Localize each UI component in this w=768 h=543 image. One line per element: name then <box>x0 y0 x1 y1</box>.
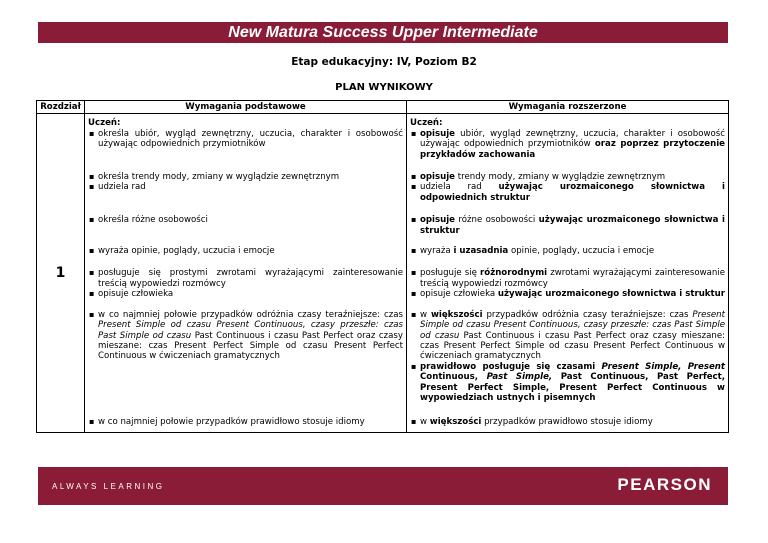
text-run: większości <box>429 417 482 428</box>
text-run: prawidłowo posługuje się czasami <box>420 361 602 372</box>
text-run: Present Simple od czasu Present Continuous, czasy przeszłe: czas Past Simple od czasu <box>420 309 725 341</box>
column-header-basic: Wymagania podstawowe <box>85 101 407 114</box>
text-run: opisuje <box>420 172 456 183</box>
table-row <box>37 164 729 207</box>
text-run: różne osobowości <box>455 215 539 226</box>
table-row <box>37 304 729 408</box>
text-run: posługuje się <box>420 268 481 279</box>
extended-requirements-cell <box>407 114 729 164</box>
requirement-item <box>420 182 725 203</box>
text-run: zwrotami wyrażającymi zainteresowanie treścią wypowiedzi rozmówcy <box>420 268 725 289</box>
requirement-item: ▪ wyraża opinie, poglądy, uczucia i emocje <box>98 246 403 256</box>
requirements-list <box>410 310 725 404</box>
requirement-item <box>420 310 725 362</box>
text-run: Continuous, <box>420 372 487 383</box>
text-run: w <box>420 309 431 320</box>
text-run: w co najmniej połowie przypadków odróżnia czasy teraźniejsze: czas <box>98 309 403 320</box>
text-run: używając urozmaiconego słownictwa i odpowiednich struktur <box>420 182 725 203</box>
table-row <box>37 407 729 432</box>
text-run: przypadków prawidłowo stosuje idiomy <box>481 417 653 428</box>
stage-heading: Etap edukacyjny: IV, Poziom B2 <box>291 56 477 68</box>
text-run: Past Continuous i czasu Past Perfect oraz czasy mieszane: czas Present Perfect Simple od czasu Present Perfect Continuous w ćwiczeniach gramatycznych <box>98 330 403 362</box>
requirement-item <box>420 417 725 427</box>
text-run: Past Continuous i czasu Past Perfect oraz czasy mieszane: czas Present Perfect Simple od czasu Present Perfect Continuous w ćwiczeniach gramatycznych <box>420 330 725 362</box>
text-run: udziela rad <box>420 182 499 193</box>
basic-requirements-cell <box>85 260 407 303</box>
text-run: używając urozmaiconego słownictwa i struktur <box>497 289 725 300</box>
requirement-item: ▪ udziela rad <box>98 182 403 192</box>
column-header-extended: Wymagania rozszerzone <box>407 101 729 114</box>
requirement-item: ▪ posługuje się prostymi zwrotami wyrażającymi zainteresowanie treścią wypowiedzi rozmówcy <box>98 268 403 289</box>
text-run: Past Simple, <box>486 372 553 383</box>
text-run: w <box>420 417 430 428</box>
requirement-item: ▪ określa ubiór, wygląd zewnętrzny, uczucia, charakter i osobowość używając odpowiednich przymiotników <box>98 129 403 150</box>
requirement-item <box>420 172 725 182</box>
requirement-item <box>420 129 725 160</box>
text-run: opisuje człowieka <box>420 289 498 300</box>
basic-requirements-cell <box>85 240 407 260</box>
text-run: różnorodnymi <box>480 268 548 279</box>
text-run: większości <box>430 309 483 320</box>
requirements-list <box>88 310 403 362</box>
text-run: opisuje <box>420 128 456 139</box>
extended-requirements-cell <box>407 207 729 240</box>
text-run: wyraża <box>420 246 454 257</box>
table-row <box>37 240 729 260</box>
footer-banner <box>38 467 728 505</box>
requirements-list <box>88 129 403 150</box>
text-run: opinie, poglądy, uczucia i emocje <box>508 246 655 257</box>
student-label: Uczeń: <box>88 118 121 129</box>
requirements-list <box>88 268 403 299</box>
requirement-item <box>420 268 725 289</box>
chapter-number: 1 <box>37 114 85 432</box>
requirements-list <box>88 246 403 256</box>
basic-requirements-cell <box>85 304 407 408</box>
requirements-list <box>88 172 403 193</box>
requirement-item <box>98 310 403 362</box>
requirement-item: ▪ określa trendy mody, zmiany w wyglądzie zewnętrznym <box>98 172 403 182</box>
extended-requirements-cell <box>407 304 729 408</box>
text-run: oraz poprzez przytoczenie przykładów zachowania <box>420 139 725 160</box>
requirements-list <box>88 215 403 225</box>
requirement-item <box>420 289 725 299</box>
requirement-item <box>420 362 725 404</box>
text-run: i uzasadnia <box>453 246 509 257</box>
document-title: New Matura Success Upper Intermediate <box>228 24 538 41</box>
column-header-chapter: Rozdział <box>37 101 85 114</box>
requirement-item: ▪ opisuje człowieka <box>98 289 403 299</box>
extended-requirements-cell <box>407 164 729 207</box>
text-run: ubiór, wygląd zewnętrzny, uczucia, charakter i osobowość używając odpowiednich przymiotników <box>420 128 725 150</box>
footer-tagline: ALWAYS LEARNING <box>52 482 165 491</box>
basic-requirements-cell <box>85 207 407 240</box>
text-run: Present Simple od czasu Present Continuous, czasy przeszłe: czas Past Simple od czasu <box>98 320 403 341</box>
requirement-item: ▪ określa różne osobowości <box>98 215 403 225</box>
text-run: Present Simple, Present <box>601 361 725 372</box>
table-row <box>37 207 729 240</box>
extended-requirements-cell <box>407 240 729 260</box>
requirements-list <box>410 129 725 160</box>
requirements-list <box>410 246 725 256</box>
basic-requirements-cell <box>85 407 407 432</box>
basic-requirements-cell <box>85 114 407 164</box>
requirements-list <box>410 268 725 299</box>
text-run: używając urozmaiconego słownictwa i struktur <box>420 215 725 236</box>
table-row <box>37 114 729 164</box>
requirements-list <box>410 417 725 427</box>
text-run: przypadków odróżnia czasy teraźniejsze: czas <box>482 309 693 320</box>
table-row <box>37 260 729 303</box>
extended-requirements-cell <box>407 260 729 303</box>
requirement-item: ▪ w co najmniej połowie przypadków prawidłowo stosuje idiomy <box>98 417 403 427</box>
requirements-list <box>410 172 725 203</box>
student-label: Uczeń: <box>410 118 443 129</box>
requirements-list <box>410 215 725 236</box>
text-run: trendy mody, zmiany w wyglądzie zewnętrznym <box>455 172 666 183</box>
plan-heading: PLAN WYNIKOWY <box>335 82 433 93</box>
publisher-logo: PEARSON <box>617 475 712 494</box>
extended-requirements-cell <box>407 407 729 432</box>
text-run: opisuje <box>420 215 456 226</box>
requirements-list <box>88 417 403 427</box>
requirements-table <box>36 100 729 433</box>
basic-requirements-cell <box>85 164 407 207</box>
title-banner <box>38 22 728 43</box>
requirement-item <box>420 215 725 236</box>
requirement-item <box>420 246 725 256</box>
text-run: Past Continuous, Past Perfect, Present Perfect Simple, Present Perfect Continuous w wypowiedziach ustnych i pisemnych <box>420 372 725 403</box>
